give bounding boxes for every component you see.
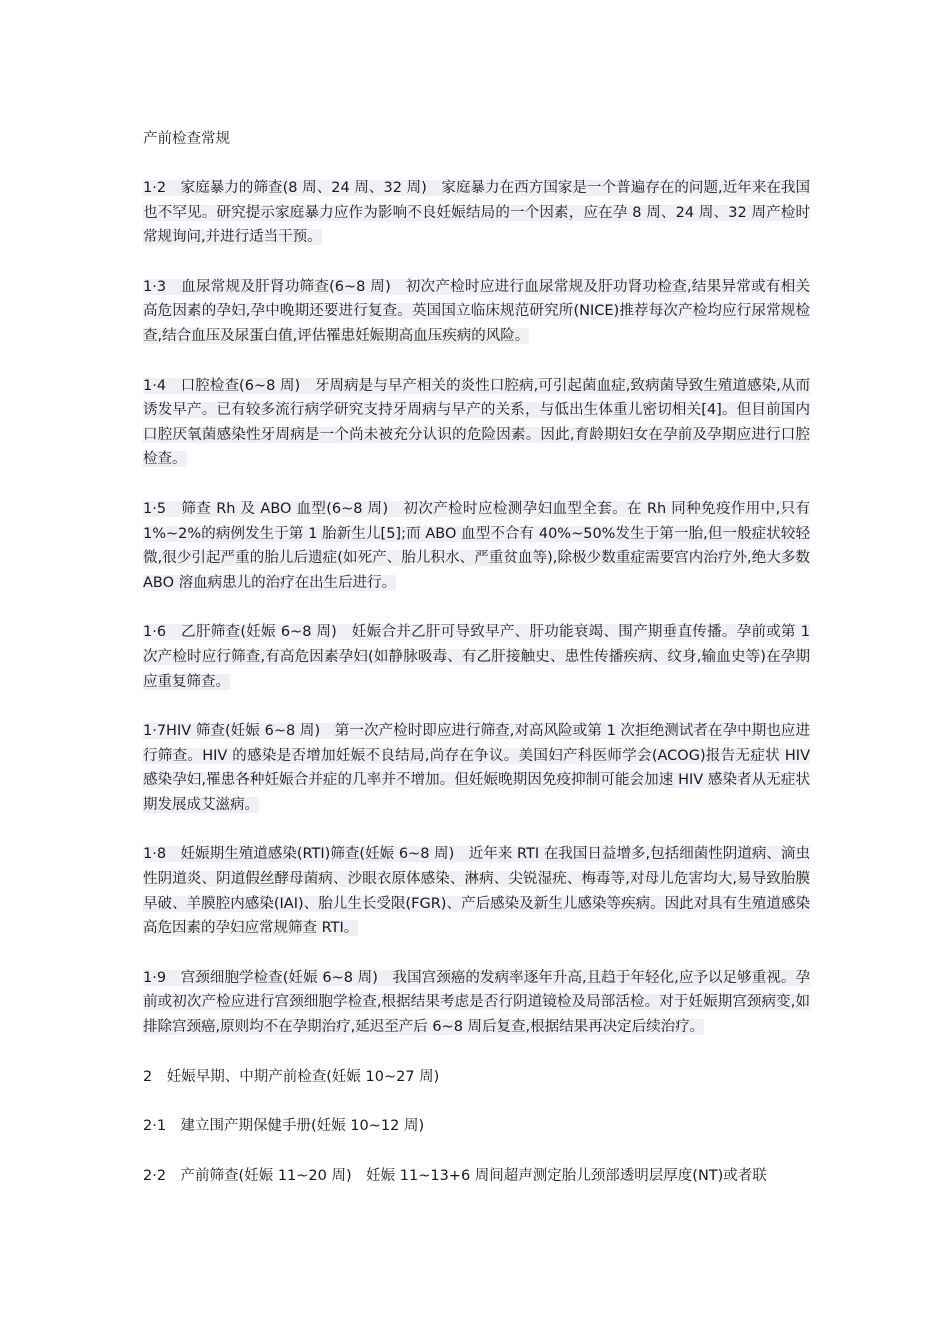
paragraph-text: 1·8 妊娠期生殖道感染(RTI)筛查(妊娠 6~8 周) 近年来 RTI 在我国日益增多,包括细菌性阴道病、滴虫性阴道炎、阴道假丝酵母菌病、沙眼衣原体感染、淋病、尖锐湿疣、梅毒等,对母儿危害均大,易导致胎膜早破、羊膜腔内感染(IAI)、胎儿生长受限(FGR)、产后感染及新生儿感染等疾病。因此对具有生殖道感染高危因素的孕妇应常规筛查 RTI。 [143, 846, 810, 937]
paragraph-text: 1·7HIV 筛查(妊娠 6~8 周) 第一次产检时即应进行筛查,对高风险或第 1 次拒绝测试者在孕中期也应进行筛查。HIV 的感染是否增加妊娠不良结局,尚存在争议。美国妇产科医师学会(ACOG)报告无症状 HIV 感染孕妇,罹患各种妊娠合并症的几率并不增加。但妊娠晚期因免疫抑制可能会加速 HIV 感染者从无症状期发展成艾滋病。 [143, 723, 810, 813]
paragraph-rti-screening [143, 842, 810, 940]
paragraph-blood-urine-liver-kidney [143, 275, 810, 349]
paragraph-text: 1·4 口腔检查(6~8 周) 牙周病是与早产相关的炎性口腔病,可引起菌血症,致病菌导致生殖道感染,从而诱发早产。已有较多流行病学研究支持牙周病与早产的关系，与低出生体重儿密切相关[4]。但目前国内口腔厌氧菌感染性牙周病是一个尚未被充分认识的危险因素。因此,育龄期妇女在孕前及孕期应进行口腔检查。 [143, 377, 810, 468]
paragraph-prenatal-screening [143, 1164, 810, 1189]
paragraph-text: 1·3 血尿常规及肝肾功筛查(6~8 周) 初次产检时应进行血尿常规及肝功肾功检查,结果异常或有相关高危因素的孕妇,孕中晚期还要进行复查。英国国立临床规范研究所(NICE)推荐每次产检均应行尿常规检查,结合血压及尿蛋白值,评估罹患妊娠期高血压疾病的风险。 [143, 278, 810, 344]
document-title: 产前检查常规 [143, 131, 230, 147]
paragraph-domestic-violence-screening [143, 176, 810, 250]
paragraph-text: 1·9 宫颈细胞学检查(妊娠 6~8 周) 我国宫颈癌的发病率逐年升高,且趋于年轻化,应予以足够重视。孕前或初次产检应进行宫颈细胞学检查,根据结果考虑是否行阴道镜检及局部活检。对于妊娠期宫颈病变,如排除宫颈癌,原则均不在孕期治疗,延迟至产后 6~8 周后复查,根据结果再决定后续治疗。 [143, 969, 810, 1036]
section-heading-early-mid-pregnancy [143, 1065, 810, 1090]
paragraph-hepatitis-b-screening [143, 620, 810, 694]
paragraph-oral-exam [143, 374, 810, 472]
paragraph-text: 1·2 家庭暴力的筛查(8 周、24 周、32 周) 家庭暴力在西方国家是一个普遍存在的问题,近年来在我国也不罕见。研究提示家庭暴力应作为影响不良妊娠结局的一个因素，应在孕 8 周、24 周、32 周产检时常规询问,并进行适当干预。 [143, 180, 810, 246]
paragraph-hiv-screening [143, 719, 810, 817]
paragraph-blood-type-screening [143, 497, 810, 595]
section-heading-perinatal-handbook [143, 1114, 810, 1139]
paragraph-text: 2·2 产前筛查(妊娠 11~20 周) 妊娠 11~13+6 周间超声测定胎儿颈部透明层厚度(NT)或者联 [143, 1167, 767, 1184]
paragraph-text: 1·6 乙肝筛查(妊娠 6~8 周) 妊娠合并乙肝可导致早产、肝功能衰竭、围产期垂直传播。孕前或第 1 次产检时应行筛查,有高危因素孕妇(如静脉吸毒、有乙肝接触史、患性传播疾病、纹身,输血史等)在孕期应重复筛查。 [143, 624, 810, 690]
document-page [143, 128, 810, 1188]
heading-text: 2 妊娠早期、中期产前检查(妊娠 10~27 周) [143, 1068, 440, 1085]
paragraph-cervical-cytology [143, 966, 810, 1040]
heading-text: 2·1 建立围产期保健手册(妊娠 10~12 周) [143, 1118, 425, 1135]
paragraph-text: 1·5 筛查 Rh 及 ABO 血型(6~8 周) 初次产检时应检测孕妇血型全套。在 Rh 同种免疫作用中,只有 1%~2%的病例发生于第 1 胎新生儿[5];而 ABO 血型不合有 40%~50%发生于第一胎,但一般症状较轻微,很少引起严重的胎儿后遗症(如死产、胎儿积水、严重贫血等),除极少数重症需要宫内治疗外,绝大多数 ABO 溶血病患儿的治疗在出生后进行。 [143, 500, 810, 591]
